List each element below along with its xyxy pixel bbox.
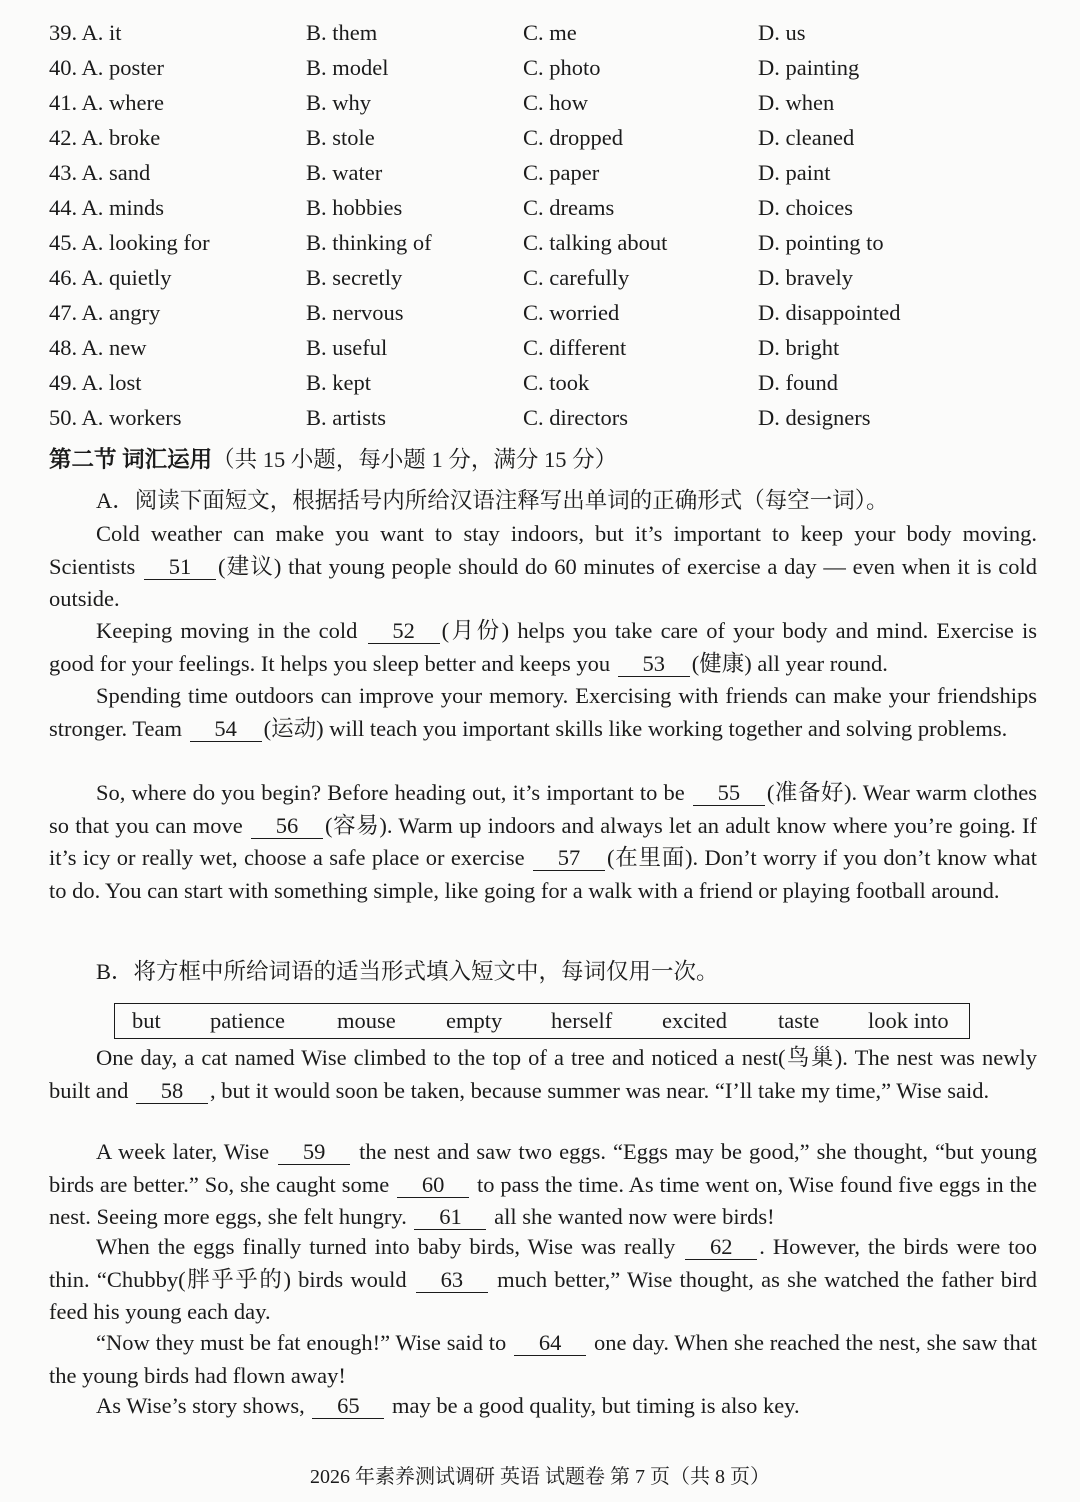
text: , but it would soon be taken, because summer was near. “I’ll take my time,” Wise said. bbox=[210, 1077, 990, 1103]
part-b-paragraph-3 bbox=[49, 1231, 1037, 1329]
option-a: 42. A. broke bbox=[49, 125, 161, 150]
option-b: B. why bbox=[306, 90, 372, 115]
option-a: 40. A. poster bbox=[49, 55, 164, 80]
page-footer: 2026 年素养测试调研 英语 试题卷 第 7 页（共 8 页） bbox=[310, 1466, 770, 1488]
option-row bbox=[0, 15, 1080, 50]
option-a: 48. A. new bbox=[49, 335, 147, 360]
word-box-item: excited bbox=[662, 1008, 727, 1033]
option-d: D. designers bbox=[758, 405, 871, 430]
word-box-item: herself bbox=[551, 1008, 613, 1033]
option-c: C. paper bbox=[523, 160, 600, 185]
option-a: 44. A. minds bbox=[49, 195, 165, 220]
option-row bbox=[0, 85, 1080, 120]
option-d: D. when bbox=[758, 90, 835, 115]
option-d: D. painting bbox=[758, 55, 860, 80]
option-b: B. them bbox=[306, 20, 378, 45]
option-b: B. useful bbox=[306, 335, 388, 360]
option-c: C. photo bbox=[523, 55, 601, 80]
text: (准备好). Wear warm clothes so that you can move bbox=[49, 780, 1037, 838]
blank-51: 51 bbox=[144, 555, 216, 580]
part-a-paragraph-2 bbox=[49, 615, 1037, 680]
part-b-paragraph-2 bbox=[49, 1136, 1037, 1234]
text: As Wise’s story shows, bbox=[96, 1393, 305, 1418]
option-row bbox=[0, 155, 1080, 190]
option-row bbox=[0, 260, 1080, 295]
word-box-item: mouse bbox=[337, 1008, 396, 1033]
option-row bbox=[0, 295, 1080, 330]
text: (在里面). Don’t worry if you don’t know what to do. You can start with something simple, like going for a walk with a friend or playing football around. bbox=[49, 845, 1037, 903]
option-a: 49. A. lost bbox=[49, 370, 142, 395]
option-d: D. bright bbox=[758, 335, 840, 360]
option-row bbox=[0, 50, 1080, 85]
text: A week later, Wise bbox=[96, 1139, 270, 1164]
option-a: 39. A. it bbox=[49, 20, 122, 45]
option-a: 47. A. angry bbox=[49, 300, 161, 325]
blank-60: 60 bbox=[397, 1173, 469, 1198]
text: (月份) helps you take care of your body and mind. Exercise is good for your feelings. It helps you sleep better and keeps you bbox=[49, 618, 1038, 676]
option-c: C. me bbox=[523, 20, 577, 45]
text: the nest and saw two eggs. “Eggs may be good,” she thought, “but young birds are better.” So, she caught some bbox=[49, 1139, 1038, 1197]
part-a-instruction: A．阅读下面短文，根据括号内所给汉语注释写出单词的正确形式（每空一词）。 bbox=[96, 488, 889, 513]
blank-61: 61 bbox=[414, 1205, 486, 1230]
option-d: D. bravely bbox=[758, 265, 853, 290]
text: (容易). Warm up indoors and always let an adult know where you’re going. If it’s icy or really wet, choose a safe place or exercise bbox=[49, 812, 1037, 870]
text: may be a good quality, but timing is also key. bbox=[391, 1393, 800, 1418]
option-d: D. cleaned bbox=[758, 125, 855, 150]
blank-52: 52 bbox=[368, 619, 440, 644]
option-c: C. carefully bbox=[523, 265, 630, 290]
option-b: B. nervous bbox=[306, 300, 404, 325]
option-b: B. water bbox=[306, 160, 383, 185]
option-a: 43. A. sand bbox=[49, 160, 151, 185]
part-a-paragraph-4 bbox=[49, 777, 1037, 907]
text: (建议) that young people should do 60 minutes of exercise a day — even when it is cold outside. bbox=[49, 553, 1038, 611]
part-b-paragraph-5 bbox=[49, 1390, 1037, 1423]
text: When the eggs finally turned into baby birds, Wise was really bbox=[96, 1234, 676, 1259]
part-b-paragraph-4 bbox=[49, 1327, 1037, 1392]
section-title-bold: 第二节 词汇运用 bbox=[49, 447, 213, 472]
option-b: B. thinking of bbox=[306, 230, 432, 255]
text: “Now they must be fat enough!” Wise said to bbox=[96, 1330, 507, 1355]
part-a-paragraph-1 bbox=[49, 518, 1037, 616]
text: all she wanted now were birds! bbox=[494, 1204, 775, 1229]
text: Cold weather can make you want to stay indoors, but it’s important to keep your body moving. Scientists bbox=[49, 521, 1037, 579]
option-d: D. choices bbox=[758, 195, 853, 220]
option-c: C. talking about bbox=[523, 230, 668, 255]
option-c: C. dropped bbox=[523, 125, 623, 150]
option-row bbox=[0, 365, 1080, 400]
word-box-item: empty bbox=[446, 1008, 503, 1033]
blank-63: 63 bbox=[416, 1268, 488, 1293]
option-d: D. pointing to bbox=[758, 230, 884, 255]
part-b-instruction: B．将方框中所给词语的适当形式填入短文中，每词仅用一次。 bbox=[96, 959, 719, 984]
text: (运动) will teach you important skills like working together and solving problems. bbox=[263, 715, 1008, 741]
option-row bbox=[0, 225, 1080, 260]
blank-56: 56 bbox=[251, 814, 323, 839]
blank-64: 64 bbox=[514, 1331, 586, 1356]
option-b: B. stole bbox=[306, 125, 375, 150]
option-c: C. directors bbox=[523, 405, 628, 430]
text: Spending time outdoors can improve your memory. Exercising with friends can make your friendships stronger. Team bbox=[49, 683, 1037, 741]
blank-57: 57 bbox=[533, 846, 605, 871]
option-b: B. hobbies bbox=[306, 195, 403, 220]
word-box-item: taste bbox=[778, 1008, 820, 1033]
option-d: D. paint bbox=[758, 160, 831, 185]
option-a: 45. A. looking for bbox=[49, 230, 210, 255]
option-c: C. dreams bbox=[523, 195, 615, 220]
text: much better,” Wise thought, as she watched the father bird feed his young each day. bbox=[49, 1266, 1038, 1324]
word-box bbox=[114, 1003, 970, 1039]
text: one day. When she reached the nest, she saw that the young birds had flown away! bbox=[49, 1330, 1037, 1388]
section-title-rest: （共 15 小题，每小题 1 分，满分 15 分） bbox=[212, 447, 618, 472]
option-row bbox=[0, 190, 1080, 225]
section-title bbox=[49, 442, 617, 478]
text: So, where do you begin? Before heading out, it’s important to be bbox=[96, 780, 685, 805]
text: . However, the birds were too thin. “Chubby(胖乎乎的) birds would bbox=[49, 1234, 1037, 1292]
text: to pass the time. As time went on, Wise found five eggs in the nest. Seeing more eggs, she felt hungry. bbox=[49, 1171, 1038, 1229]
option-row bbox=[0, 330, 1080, 365]
option-b: B. model bbox=[306, 55, 389, 80]
blank-53: 53 bbox=[618, 652, 690, 677]
option-c: C. different bbox=[523, 335, 627, 360]
blank-65: 65 bbox=[312, 1394, 384, 1419]
option-row bbox=[0, 120, 1080, 155]
blank-59: 59 bbox=[278, 1140, 350, 1165]
blank-58: 58 bbox=[136, 1079, 208, 1104]
option-c: C. how bbox=[523, 90, 589, 115]
text: (健康) all year round. bbox=[691, 650, 888, 676]
part-a-paragraph-3 bbox=[49, 680, 1037, 745]
text: Keeping moving in the cold bbox=[96, 618, 358, 643]
text: One day, a cat named Wise climbed to the top of a tree and noticed a nest(鸟巢). The nest was newly built and bbox=[49, 1045, 1037, 1103]
word-box-item: patience bbox=[210, 1008, 285, 1033]
option-d: D. us bbox=[758, 20, 806, 45]
option-b: B. kept bbox=[306, 370, 371, 395]
word-box-item: look into bbox=[868, 1008, 949, 1033]
part-b-paragraph-1 bbox=[49, 1042, 1037, 1107]
option-c: C. took bbox=[523, 370, 590, 395]
blank-54: 54 bbox=[190, 717, 262, 742]
option-d: D. disappointed bbox=[758, 300, 901, 325]
blank-55: 55 bbox=[693, 781, 765, 806]
option-c: C. worried bbox=[523, 300, 620, 325]
option-a: 41. A. where bbox=[49, 90, 164, 115]
option-a: 50. A. workers bbox=[49, 405, 182, 430]
word-box-item: but bbox=[132, 1008, 161, 1033]
option-row bbox=[0, 400, 1080, 435]
option-b: B. secretly bbox=[306, 265, 403, 290]
option-b: B. artists bbox=[306, 405, 387, 430]
option-d: D. found bbox=[758, 370, 838, 395]
blank-62: 62 bbox=[685, 1235, 757, 1260]
option-a: 46. A. quietly bbox=[49, 265, 172, 290]
